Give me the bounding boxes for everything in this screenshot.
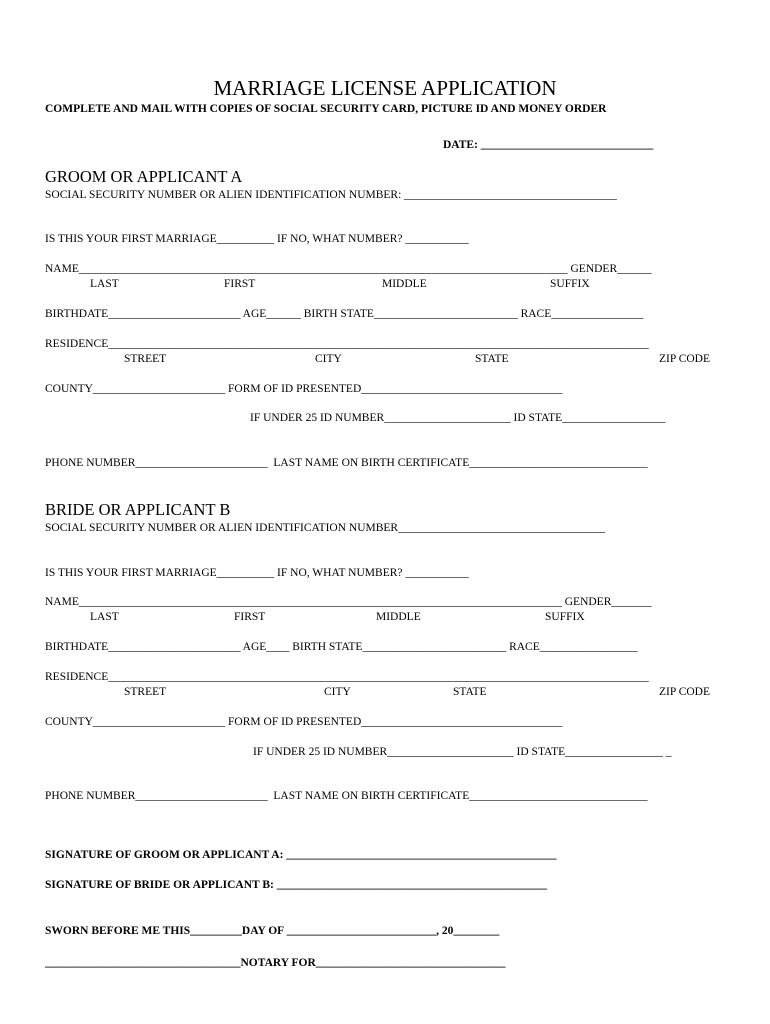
groom-name-first-label: FIRST <box>224 278 256 290</box>
bride-name-middle-label: MIDDLE <box>376 611 421 623</box>
bride-res-street-label: STREET <box>124 686 167 698</box>
bride-name-suffix-label: SUFFIX <box>545 611 585 623</box>
bride-first-marriage-field[interactable]: IS THIS YOUR FIRST MARRIAGE__________ IF NO, WHAT NUMBER? ___________ <box>45 567 469 579</box>
bride-res-city-label: CITY <box>324 686 351 698</box>
instructions: COMPLETE AND MAIL WITH COPIES OF SOCIAL SECURITY CARD, PICTURE ID AND MONEY ORDER <box>45 103 607 115</box>
groom-name-suffix-label: SUFFIX <box>550 278 590 290</box>
date-field[interactable]: DATE: ______________________________ <box>443 139 654 151</box>
bride-name-first-label: FIRST <box>234 611 266 623</box>
bride-birthdate-field[interactable]: BIRTHDATE_______________________ AGE____ BIRTH STATE_________________________ RACE_________________ <box>45 641 638 653</box>
groom-phone-field[interactable]: PHONE NUMBER_______________________ LAST NAME ON BIRTH CERTIFICATE_______________________________ <box>45 457 648 469</box>
notary-field[interactable]: __________________________________NOTARY FOR_________________________________ <box>45 957 506 969</box>
groom-signature-field[interactable]: SIGNATURE OF GROOM OR APPLICANT A: _______________________________________________ <box>45 849 557 861</box>
bride-residence-field[interactable]: RESIDENCE______________________________________________________________________________________________ <box>45 671 649 683</box>
groom-birthdate-field[interactable]: BIRTHDATE_______________________ AGE______ BIRTH STATE_________________________ RACE________________ <box>45 308 644 320</box>
groom-county-field[interactable]: COUNTY_______________________ FORM OF ID PRESENTED___________________________________ <box>45 383 563 395</box>
bride-name-field[interactable]: NAME____________________________________________________________________________________ GENDER_______ <box>45 596 652 608</box>
groom-residence-field[interactable]: RESIDENCE______________________________________________________________________________________________ <box>45 338 649 350</box>
groom-ssn-field[interactable]: SOCIAL SECURITY NUMBER OR ALIEN IDENTIFICATION NUMBER: _____________________________________ <box>45 189 617 201</box>
groom-name-field[interactable]: NAME_____________________________________________________________________________________ GENDER______ <box>45 263 652 275</box>
bride-ssn-field[interactable]: SOCIAL SECURITY NUMBER OR ALIEN IDENTIFICATION NUMBER____________________________________ <box>45 522 606 534</box>
sworn-field[interactable]: SWORN BEFORE ME THIS_________DAY OF __________________________, 20________ <box>45 925 500 937</box>
groom-res-city-label: CITY <box>315 353 342 365</box>
bride-heading: BRIDE OR APPLICANT B <box>45 500 231 519</box>
groom-res-street-label: STREET <box>124 353 167 365</box>
bride-under25-field[interactable]: IF UNDER 25 ID NUMBER______________________ ID STATE_________________ _ <box>253 746 672 758</box>
groom-first-marriage-field[interactable]: IS THIS YOUR FIRST MARRIAGE__________ IF NO, WHAT NUMBER? ___________ <box>45 233 469 245</box>
bride-county-field[interactable]: COUNTY_______________________ FORM OF ID PRESENTED___________________________________ <box>45 716 563 728</box>
groom-under25-field[interactable]: IF UNDER 25 ID NUMBER______________________ ID STATE__________________ <box>250 412 666 424</box>
groom-res-state-label: STATE <box>475 353 509 365</box>
bride-res-state-label: STATE <box>453 686 487 698</box>
groom-name-last-label: LAST <box>90 278 119 290</box>
bride-phone-field[interactable]: PHONE NUMBER_______________________ LAST NAME ON BIRTH CERTIFICATE_______________________________ <box>45 790 648 802</box>
groom-res-zip-label: ZIP CODE <box>659 353 711 365</box>
groom-heading: GROOM OR APPLICANT A <box>45 167 243 186</box>
groom-name-middle-label: MIDDLE <box>382 278 427 290</box>
bride-signature-field[interactable]: SIGNATURE OF BRIDE OR APPLICANT B: _______________________________________________ <box>45 879 547 891</box>
bride-name-last-label: LAST <box>90 611 119 623</box>
bride-res-zip-label: ZIP CODE <box>659 686 711 698</box>
page-title: MARRIAGE LICENSE APPLICATION <box>213 76 557 100</box>
